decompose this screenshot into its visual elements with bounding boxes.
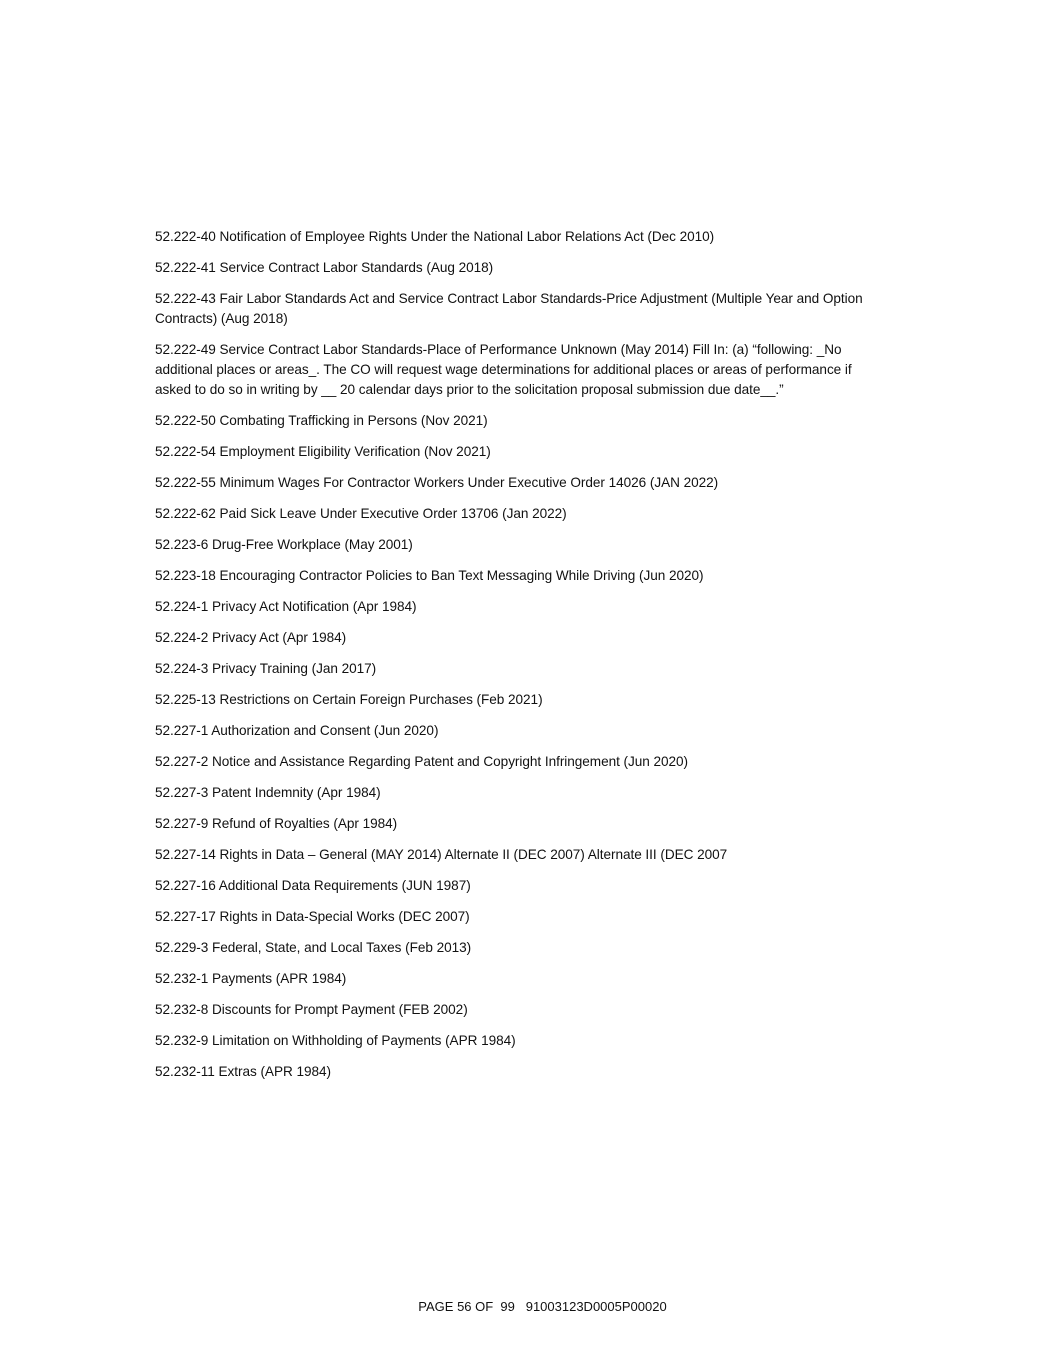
clause-item: 52.227-3 Patent Indemnity (Apr 1984) <box>155 785 381 800</box>
clause-list <box>155 227 890 1093</box>
clause-item: 52.227-16 Additional Data Requirements (JUN 1987) <box>155 878 471 893</box>
clause-item: 52.225-13 Restrictions on Certain Foreign Purchases (Feb 2021) <box>155 692 543 707</box>
clause-item: 52.232-11 Extras (APR 1984) <box>155 1064 331 1079</box>
page-footer: PAGE 56 OF 99 91003123D0005P00020 <box>418 1299 667 1314</box>
clause-item: 52.222-55 Minimum Wages For Contractor Workers Under Executive Order 14026 (JAN 2022) <box>155 475 719 490</box>
clause-item: 52.232-9 Limitation on Withholding of Payments (APR 1984) <box>155 1033 516 1048</box>
clause-item: 52.222-40 Notification of Employee Rights Under the National Labor Relations Act (Dec 2010) <box>155 229 715 244</box>
clause-item: 52.227-9 Refund of Royalties (Apr 1984) <box>155 816 398 831</box>
clause-item: 52.222-54 Employment Eligibility Verification (Nov 2021) <box>155 444 491 459</box>
clause-item: 52.222-43 Fair Labor Standards Act and Service Contract Labor Standards-Price Adjustment (Multiple Year and Option Contracts) (Aug 2018) <box>155 291 863 326</box>
clause-item: 52.222-50 Combating Trafficking in Persons (Nov 2021) <box>155 413 488 428</box>
clause-item: 52.229-3 Federal, State, and Local Taxes (Feb 2013) <box>155 940 472 955</box>
clause-item: 52.227-2 Notice and Assistance Regarding Patent and Copyright Infringement (Jun 2020) <box>155 754 689 769</box>
clause-item: 52.227-17 Rights in Data-Special Works (DEC 2007) <box>155 909 470 924</box>
clause-item: 52.232-8 Discounts for Prompt Payment (FEB 2002) <box>155 1002 468 1017</box>
clause-item: 52.232-1 Payments (APR 1984) <box>155 971 347 986</box>
clause-item: 52.224-1 Privacy Act Notification (Apr 1984) <box>155 599 417 614</box>
clause-item: 52.223-6 Drug-Free Workplace (May 2001) <box>155 537 413 552</box>
clause-item: 52.227-1 Authorization and Consent (Jun 2020) <box>155 723 439 738</box>
clause-item: 52.224-2 Privacy Act (Apr 1984) <box>155 630 347 645</box>
clause-item: 52.224-3 Privacy Training (Jan 2017) <box>155 661 377 676</box>
clause-item: 52.223-18 Encouraging Contractor Policies to Ban Text Messaging While Driving (Jun 2020) <box>155 568 704 583</box>
clause-item: 52.227-14 Rights in Data – General (MAY 2014) Alternate II (DEC 2007) Alternate III (DEC 2007 <box>155 847 728 862</box>
clause-item: 52.222-41 Service Contract Labor Standards (Aug 2018) <box>155 260 494 275</box>
clause-item: 52.222-49 Service Contract Labor Standards-Place of Performance Unknown (May 2014) Fill In: (a) “following: _No additional places or areas_. The CO will request wage determinations for additional places or areas of performance if asked to do so in writing by __ 20 calendar days prior to the solicitation proposal submission due date__.” <box>155 342 852 397</box>
clause-item: 52.222-62 Paid Sick Leave Under Executive Order 13706 (Jan 2022) <box>155 506 567 521</box>
